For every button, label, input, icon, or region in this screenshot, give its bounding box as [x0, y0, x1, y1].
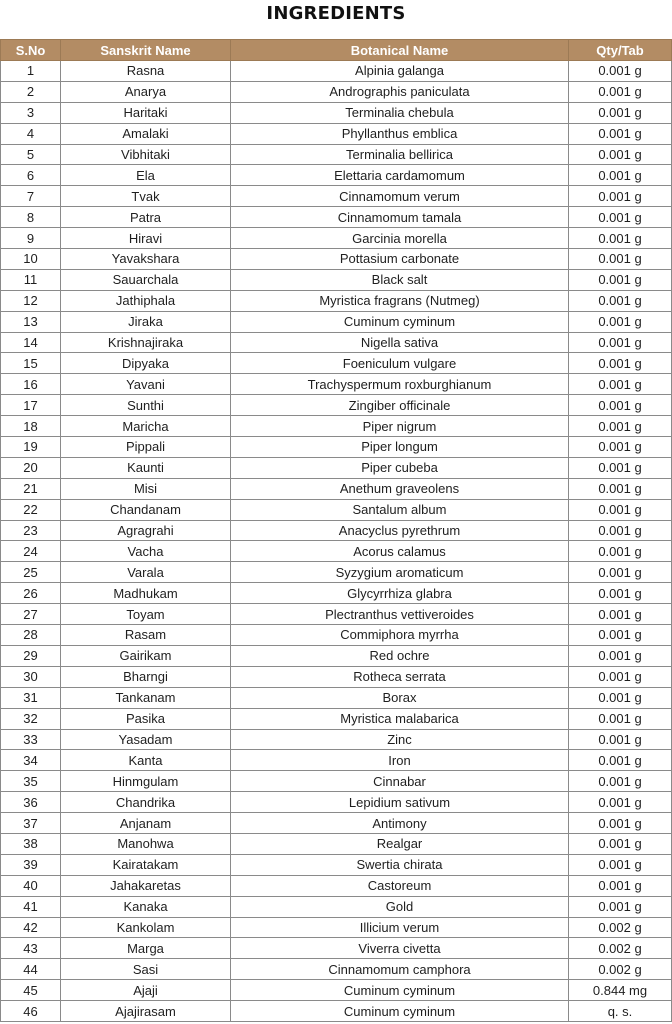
table-row: [1, 228, 672, 249]
cell-botanical-name: Cinnamomum camphora: [231, 959, 569, 980]
cell-botanical-name: Piper nigrum: [231, 416, 569, 437]
table-row: [1, 207, 672, 228]
page-title: INGREDIENTS: [266, 3, 406, 24]
table-row: [1, 750, 672, 771]
cell-sanskrit-name: Ela: [61, 165, 231, 186]
cell-sanskrit-name: Ajajirasam: [61, 1001, 231, 1022]
cell-sanskrit-name: Ajaji: [61, 980, 231, 1001]
cell-sanskrit-name: Rasam: [61, 625, 231, 646]
column-header-qty-per-tab: Qty/Tab: [569, 40, 672, 61]
ingredients-table: [0, 39, 672, 1022]
cell-sanskrit-name: Jiraka: [61, 311, 231, 332]
table-row: [1, 81, 672, 102]
cell-botanical-name: Garcinia morella: [231, 228, 569, 249]
table-row: [1, 541, 672, 562]
table-row: [1, 917, 672, 938]
cell-qty: 0.001 g: [569, 875, 672, 896]
cell-botanical-name: Piper longum: [231, 437, 569, 458]
cell-sno: 26: [1, 583, 61, 604]
cell-sno: 33: [1, 729, 61, 750]
cell-sno: 42: [1, 917, 61, 938]
cell-sanskrit-name: Anjanam: [61, 813, 231, 834]
cell-qty: 0.001 g: [569, 729, 672, 750]
cell-qty: 0.002 g: [569, 959, 672, 980]
cell-botanical-name: Anethum graveolens: [231, 478, 569, 499]
table-row: [1, 938, 672, 959]
cell-sno: 38: [1, 833, 61, 854]
cell-qty: 0.001 g: [569, 437, 672, 458]
cell-sanskrit-name: Kankolam: [61, 917, 231, 938]
cell-sanskrit-name: Haritaki: [61, 102, 231, 123]
cell-sanskrit-name: Jathiphala: [61, 290, 231, 311]
table-row: [1, 437, 672, 458]
table-row: [1, 625, 672, 646]
cell-botanical-name: Zingiber officinale: [231, 395, 569, 416]
cell-sno: 7: [1, 186, 61, 207]
cell-sno: 27: [1, 604, 61, 625]
column-header-sno: S.No: [1, 40, 61, 61]
cell-botanical-name: Castoreum: [231, 875, 569, 896]
cell-botanical-name: Illicium verum: [231, 917, 569, 938]
cell-qty: 0.001 g: [569, 457, 672, 478]
table-row: [1, 332, 672, 353]
cell-sno: 28: [1, 625, 61, 646]
table-row: [1, 144, 672, 165]
table-row: [1, 980, 672, 1001]
table-row: [1, 353, 672, 374]
table-row: [1, 666, 672, 687]
cell-botanical-name: Nigella sativa: [231, 332, 569, 353]
cell-sno: 12: [1, 290, 61, 311]
cell-sno: 8: [1, 207, 61, 228]
cell-botanical-name: Pottasium carbonate: [231, 249, 569, 270]
cell-sanskrit-name: Hiravi: [61, 228, 231, 249]
cell-botanical-name: Santalum album: [231, 499, 569, 520]
cell-sno: 41: [1, 896, 61, 917]
cell-sno: 32: [1, 708, 61, 729]
cell-sanskrit-name: Pasika: [61, 708, 231, 729]
table-row: [1, 854, 672, 875]
cell-qty: 0.001 g: [569, 833, 672, 854]
cell-qty: 0.001 g: [569, 813, 672, 834]
cell-botanical-name: Lepidium sativum: [231, 792, 569, 813]
cell-sno: 30: [1, 666, 61, 687]
table-row: [1, 645, 672, 666]
table-row: [1, 771, 672, 792]
cell-qty: 0.001 g: [569, 666, 672, 687]
cell-sanskrit-name: Krishnajiraka: [61, 332, 231, 353]
cell-sanskrit-name: Anarya: [61, 81, 231, 102]
cell-sanskrit-name: Bharngi: [61, 666, 231, 687]
cell-botanical-name: Terminalia chebula: [231, 102, 569, 123]
cell-botanical-name: Myristica malabarica: [231, 708, 569, 729]
cell-sanskrit-name: Maricha: [61, 416, 231, 437]
cell-sno: 39: [1, 854, 61, 875]
cell-botanical-name: Plectranthus vettiveroides: [231, 604, 569, 625]
cell-qty: 0.001 g: [569, 896, 672, 917]
cell-qty: 0.001 g: [569, 416, 672, 437]
cell-sno: 36: [1, 792, 61, 813]
cell-sno: 40: [1, 875, 61, 896]
cell-sanskrit-name: Yavani: [61, 374, 231, 395]
table-row: [1, 478, 672, 499]
table-row: [1, 311, 672, 332]
header-row: [1, 40, 672, 61]
cell-sno: 46: [1, 1001, 61, 1022]
cell-botanical-name: Myristica fragrans (Nutmeg): [231, 290, 569, 311]
cell-sno: 5: [1, 144, 61, 165]
cell-sanskrit-name: Kairatakam: [61, 854, 231, 875]
cell-sno: 16: [1, 374, 61, 395]
cell-sanskrit-name: Pippali: [61, 437, 231, 458]
cell-sanskrit-name: Kanaka: [61, 896, 231, 917]
cell-botanical-name: Alpinia galanga: [231, 61, 569, 82]
table-row: [1, 165, 672, 186]
cell-qty: 0.001 g: [569, 249, 672, 270]
table-row: [1, 792, 672, 813]
cell-qty: 0.001 g: [569, 792, 672, 813]
cell-sanskrit-name: Amalaki: [61, 123, 231, 144]
cell-sno: 3: [1, 102, 61, 123]
table-row: [1, 583, 672, 604]
cell-sno: 43: [1, 938, 61, 959]
cell-qty: 0.001 g: [569, 207, 672, 228]
cell-sno: 45: [1, 980, 61, 1001]
cell-sanskrit-name: Rasna: [61, 61, 231, 82]
cell-botanical-name: Viverra civetta: [231, 938, 569, 959]
cell-botanical-name: Piper cubeba: [231, 457, 569, 478]
table-row: [1, 562, 672, 583]
cell-botanical-name: Commiphora myrrha: [231, 625, 569, 646]
cell-sno: 20: [1, 457, 61, 478]
cell-sno: 4: [1, 123, 61, 144]
table-row: [1, 520, 672, 541]
cell-qty: 0.001 g: [569, 583, 672, 604]
cell-sanskrit-name: Sunthi: [61, 395, 231, 416]
cell-qty: 0.001 g: [569, 520, 672, 541]
cell-sno: 29: [1, 645, 61, 666]
cell-sno: 44: [1, 959, 61, 980]
cell-sanskrit-name: Toyam: [61, 604, 231, 625]
cell-qty: 0.001 g: [569, 625, 672, 646]
cell-sanskrit-name: Jahakaretas: [61, 875, 231, 896]
table-row: [1, 102, 672, 123]
cell-qty: 0.002 g: [569, 917, 672, 938]
cell-qty: 0.001 g: [569, 750, 672, 771]
column-header-sanskrit-name: Sanskrit Name: [61, 40, 231, 61]
cell-sanskrit-name: Vacha: [61, 541, 231, 562]
cell-qty: 0.001 g: [569, 353, 672, 374]
table-row: [1, 875, 672, 896]
table-row: [1, 1001, 672, 1022]
cell-qty: 0.001 g: [569, 687, 672, 708]
cell-botanical-name: Andrographis paniculata: [231, 81, 569, 102]
cell-botanical-name: Cuminum cyminum: [231, 980, 569, 1001]
cell-sanskrit-name: Manohwa: [61, 833, 231, 854]
cell-qty: 0.001 g: [569, 144, 672, 165]
table-body: [1, 61, 672, 1022]
cell-botanical-name: Cinnabar: [231, 771, 569, 792]
cell-botanical-name: Foeniculum vulgare: [231, 353, 569, 374]
cell-sno: 35: [1, 771, 61, 792]
cell-sanskrit-name: Tankanam: [61, 687, 231, 708]
cell-sanskrit-name: Madhukam: [61, 583, 231, 604]
cell-qty: 0.001 g: [569, 186, 672, 207]
table-row: [1, 123, 672, 144]
cell-botanical-name: Realgar: [231, 833, 569, 854]
cell-botanical-name: Acorus calamus: [231, 541, 569, 562]
cell-sanskrit-name: Patra: [61, 207, 231, 228]
cell-botanical-name: Trachyspermum roxburghianum: [231, 374, 569, 395]
cell-sno: 9: [1, 228, 61, 249]
table-row: [1, 833, 672, 854]
table-row: [1, 604, 672, 625]
cell-sanskrit-name: Dipyaka: [61, 353, 231, 374]
table-row: [1, 61, 672, 82]
cell-qty: 0.001 g: [569, 165, 672, 186]
cell-sno: 14: [1, 332, 61, 353]
cell-qty: 0.001 g: [569, 645, 672, 666]
cell-qty: 0.001 g: [569, 708, 672, 729]
cell-sno: 18: [1, 416, 61, 437]
cell-botanical-name: Red ochre: [231, 645, 569, 666]
cell-qty: 0.001 g: [569, 228, 672, 249]
table-row: [1, 290, 672, 311]
table-row: [1, 395, 672, 416]
table-row: [1, 457, 672, 478]
cell-qty: 0.001 g: [569, 290, 672, 311]
cell-botanical-name: Iron: [231, 750, 569, 771]
cell-sno: 24: [1, 541, 61, 562]
cell-sanskrit-name: Agragrahi: [61, 520, 231, 541]
cell-botanical-name: Glycyrrhiza glabra: [231, 583, 569, 604]
cell-qty: 0.001 g: [569, 102, 672, 123]
cell-qty: 0.844 mg: [569, 980, 672, 1001]
column-header-botanical-name: Botanical Name: [231, 40, 569, 61]
cell-botanical-name: Black salt: [231, 269, 569, 290]
table-row: [1, 249, 672, 270]
cell-qty: 0.001 g: [569, 269, 672, 290]
table-row: [1, 729, 672, 750]
cell-botanical-name: Rotheca serrata: [231, 666, 569, 687]
cell-botanical-name: Syzygium aromaticum: [231, 562, 569, 583]
cell-qty: 0.001 g: [569, 499, 672, 520]
cell-botanical-name: Anacyclus pyrethrum: [231, 520, 569, 541]
cell-qty: 0.001 g: [569, 395, 672, 416]
cell-sanskrit-name: Vibhitaki: [61, 144, 231, 165]
cell-sanskrit-name: Yasadam: [61, 729, 231, 750]
cell-qty: 0.001 g: [569, 332, 672, 353]
cell-botanical-name: Cinnamomum verum: [231, 186, 569, 207]
table-row: [1, 416, 672, 437]
cell-botanical-name: Cuminum cyminum: [231, 1001, 569, 1022]
table-row: [1, 186, 672, 207]
cell-botanical-name: Elettaria cardamomum: [231, 165, 569, 186]
cell-sanskrit-name: Yavakshara: [61, 249, 231, 270]
table-row: [1, 813, 672, 834]
cell-sanskrit-name: Kanta: [61, 750, 231, 771]
cell-sno: 6: [1, 165, 61, 186]
cell-sno: 21: [1, 478, 61, 499]
cell-sanskrit-name: Kaunti: [61, 457, 231, 478]
cell-sanskrit-name: Chandanam: [61, 499, 231, 520]
cell-botanical-name: Borax: [231, 687, 569, 708]
table-row: [1, 269, 672, 290]
table-header: [1, 40, 672, 61]
cell-botanical-name: Phyllanthus emblica: [231, 123, 569, 144]
cell-botanical-name: Gold: [231, 896, 569, 917]
cell-sno: 11: [1, 269, 61, 290]
cell-sanskrit-name: Misi: [61, 478, 231, 499]
cell-qty: 0.001 g: [569, 541, 672, 562]
cell-sanskrit-name: Varala: [61, 562, 231, 583]
cell-botanical-name: Antimony: [231, 813, 569, 834]
cell-sanskrit-name: Sasi: [61, 959, 231, 980]
cell-sno: 10: [1, 249, 61, 270]
cell-qty: 0.001 g: [569, 562, 672, 583]
cell-qty: 0.001 g: [569, 854, 672, 875]
cell-sno: 1: [1, 61, 61, 82]
cell-sno: 15: [1, 353, 61, 374]
table-row: [1, 896, 672, 917]
cell-sanskrit-name: Sauarchala: [61, 269, 231, 290]
cell-sanskrit-name: Marga: [61, 938, 231, 959]
cell-qty: q. s.: [569, 1001, 672, 1022]
cell-sno: 23: [1, 520, 61, 541]
table-row: [1, 959, 672, 980]
cell-sno: 34: [1, 750, 61, 771]
cell-botanical-name: Cuminum cyminum: [231, 311, 569, 332]
cell-qty: 0.001 g: [569, 311, 672, 332]
cell-sno: 25: [1, 562, 61, 583]
cell-qty: 0.002 g: [569, 938, 672, 959]
cell-sno: 31: [1, 687, 61, 708]
cell-qty: 0.001 g: [569, 771, 672, 792]
cell-qty: 0.001 g: [569, 604, 672, 625]
table-row: [1, 499, 672, 520]
cell-botanical-name: Swertia chirata: [231, 854, 569, 875]
cell-sanskrit-name: Hinmgulam: [61, 771, 231, 792]
cell-sno: 37: [1, 813, 61, 834]
cell-botanical-name: Zinc: [231, 729, 569, 750]
table-row: [1, 708, 672, 729]
cell-sanskrit-name: Chandrika: [61, 792, 231, 813]
cell-sno: 22: [1, 499, 61, 520]
cell-sno: 19: [1, 437, 61, 458]
cell-botanical-name: Cinnamomum tamala: [231, 207, 569, 228]
cell-qty: 0.001 g: [569, 123, 672, 144]
cell-botanical-name: Terminalia bellirica: [231, 144, 569, 165]
table-row: [1, 687, 672, 708]
cell-qty: 0.001 g: [569, 374, 672, 395]
cell-sno: 17: [1, 395, 61, 416]
cell-sanskrit-name: Gairikam: [61, 645, 231, 666]
table-row: [1, 374, 672, 395]
cell-sno: 13: [1, 311, 61, 332]
cell-qty: 0.001 g: [569, 61, 672, 82]
cell-qty: 0.001 g: [569, 81, 672, 102]
cell-sanskrit-name: Tvak: [61, 186, 231, 207]
cell-sno: 2: [1, 81, 61, 102]
cell-qty: 0.001 g: [569, 478, 672, 499]
